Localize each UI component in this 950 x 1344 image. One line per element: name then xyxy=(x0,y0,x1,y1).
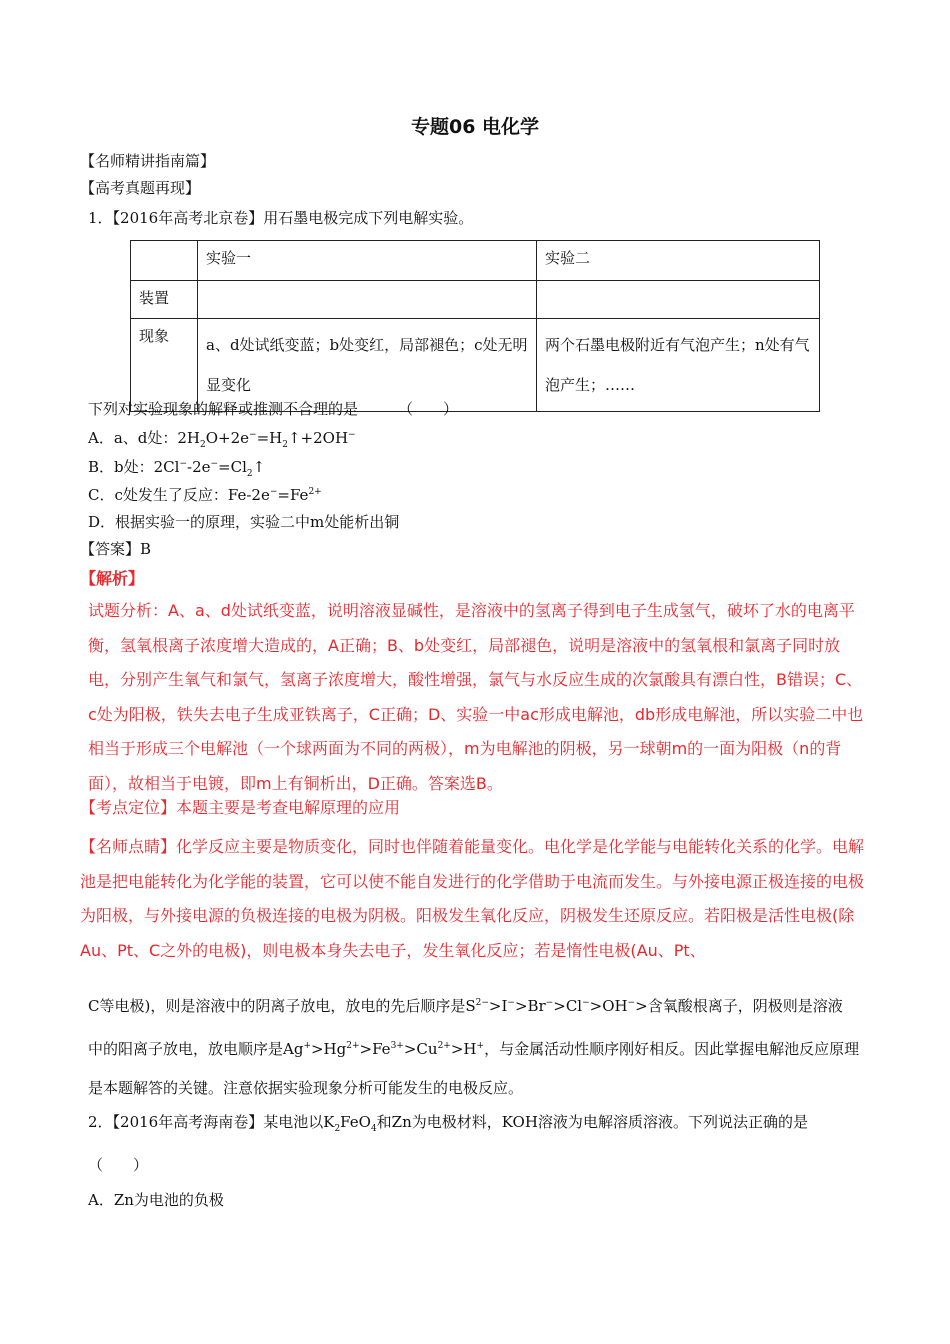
q2-stem: 2．【2016年高考海南卷】某电池以$K_2FeO_4$和Zn为电极材料，KOH溶液为电解溶质溶液。下列说法正确的是 xyxy=(88,1113,808,1134)
section-heading-real-exam: 【高考真题再现】 xyxy=(80,179,201,197)
table-cell-phenomenon-exp2: 两个石墨电极附近有气泡产生；n处有气泡产生；…… xyxy=(537,319,820,412)
q1-kaodian: 【考点定位】本题主要是考查电解原理的应用 xyxy=(80,798,401,817)
table-cell-phenomenon-exp1: a、d处试纸变蓝；b处变红，局部褪色；c处无明显变化 xyxy=(198,319,537,412)
table-header-exp1: 实验一 xyxy=(198,241,537,281)
table-cell-device-exp1 xyxy=(198,281,537,319)
experiment-table xyxy=(130,240,820,412)
q1-dianjing-red: 【名师点睛】化学反应主要是物质变化，同时也伴随着能量变化。电化学是化学能与电能转化关系的化学。电解池是把电能转化为化学能的装置，它可以使不能自发进行的化学借助于电流而发生。与外接电源正极连接的电极为阳极，与外接电源的负极连接的电极为阴极。阳极发生氧化反应，阴极发生还原反应。若阳极是活性电极(除Au、Pt、C之外的电极)，则电极本身失去电子，发生氧化反应；若是惰性电极(Au、Pt、 xyxy=(80,837,865,960)
q1-option-b: B．b处：$2Cl^--2e^-=Cl_2↑$ xyxy=(88,458,266,479)
q1-option-d: D．根据实验一的原理，实验二中m处能析出铜 xyxy=(88,513,400,531)
q1-analysis-text: 试题分析：A、a、d处试纸变蓝，说明溶液显碱性，是溶液中的氢离子得到电子生成氢气，破坏了水的电离平衡，氢氧根离子浓度增大造成的，A正确；B、b处变红，局部褪色，说明是溶液中的氢氧根和氯离子同时放电，分别产生氧气和氯气，氢离子浓度增大，酸性增强，氯气与水反应生成的次氯酸具有漂白性，B错误；C、c处为阳极，铁失去电子生成亚铁离子，C正确；D、实验一中ac形成电解池，db形成电解池，所以实验二中也相当于形成三个电解池（一个球两面为不同的两极），m为电解池的阴极，另一球朝m的一面为阳极（n的背面），故相当于电镀，即m上有铜析出，D正确。答案选B。 xyxy=(88,601,864,793)
page-title: 专题06 电化学 xyxy=(410,116,540,138)
table-cell-device-exp2 xyxy=(537,281,820,319)
q1-question: 下列对实验现象的解释或推测不合理的是 （ ） xyxy=(88,400,459,418)
q1-stem: 1．【2016年高考北京卷】用石墨电极完成下列电解实验。 xyxy=(88,209,474,227)
table-corner-cell xyxy=(131,241,198,281)
table-row-label-phenomenon: 现象 xyxy=(131,319,198,412)
q2-bracket: （ ） xyxy=(88,1156,149,1174)
table-header-exp2: 实验二 xyxy=(537,241,820,281)
q2-option-a: A．Zn为电池的负极 xyxy=(88,1191,224,1209)
section-heading-guide: 【名师精讲指南篇】 xyxy=(80,152,216,170)
q1-option-a: A．a、d处：$2H_2O+2e^-=H_2↑+2OH^-$ xyxy=(88,429,356,450)
q1-option-c: C．c处发生了反应：$Fe-2e^-=Fe^{2+}$ xyxy=(88,486,322,504)
q1-analysis-label: 【解析】 xyxy=(80,569,145,588)
q1-dianjing-black: C等电极)，则是溶液中的阴离子放电，放电的先后顺序是$S^{2-}>I^->Br^->Cl^->OH^->$含氧酸根离子，阴极则是溶液 中的阳离子放电，放电顺序是$Ag^+>Hg^{2+}>Fe^{3+}>Cu^{2+}>H^+$，与金属活动性顺序刚好相反。因此掌握电解池反应原理 是本题解答的关键。注意依据实验现象分析可能发生的电极反应。 xyxy=(88,997,860,1097)
q1-answer: 【答案】B xyxy=(80,540,152,558)
table-row-label-device: 装置 xyxy=(131,281,198,319)
